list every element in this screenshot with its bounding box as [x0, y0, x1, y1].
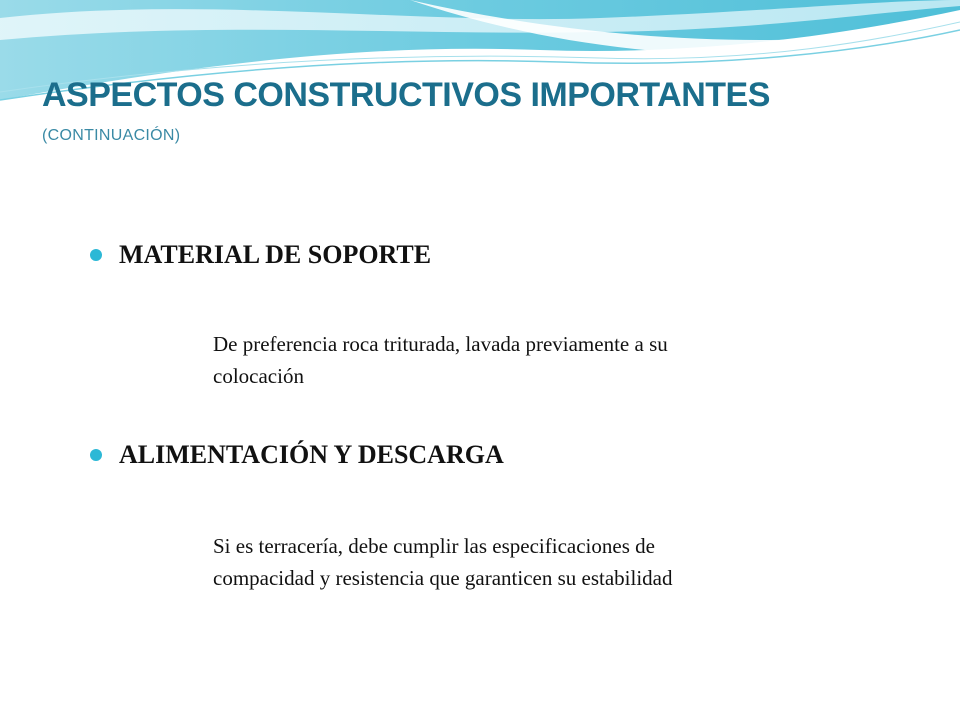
bullet-icon	[90, 249, 102, 261]
body-line: Si es terracería, debe cumplir las especificaciones de	[213, 534, 655, 558]
slide-title: ASPECTOS CONSTRUCTIVOS IMPORTANTES	[42, 76, 770, 114]
slide-subtitle: (CONTINUACIÓN)	[42, 127, 181, 144]
bullet-body-alimentacion-y-descarga	[213, 530, 893, 594]
bullet-heading: MATERIAL DE SOPORTE	[119, 240, 432, 269]
bullet-item-material-de-soporte	[90, 240, 431, 270]
body-line: De preferencia roca triturada, lavada previamente a su	[213, 332, 668, 356]
bullet-item-alimentacion-y-descarga	[90, 440, 504, 470]
bullet-icon	[90, 449, 102, 461]
bullet-heading: ALIMENTACIÓN Y DESCARGA	[119, 440, 504, 469]
body-line: colocación	[213, 364, 304, 388]
bullet-body-material-de-soporte	[213, 328, 893, 392]
body-line: compacidad y resistencia que garanticen su estabilidad	[213, 566, 673, 590]
